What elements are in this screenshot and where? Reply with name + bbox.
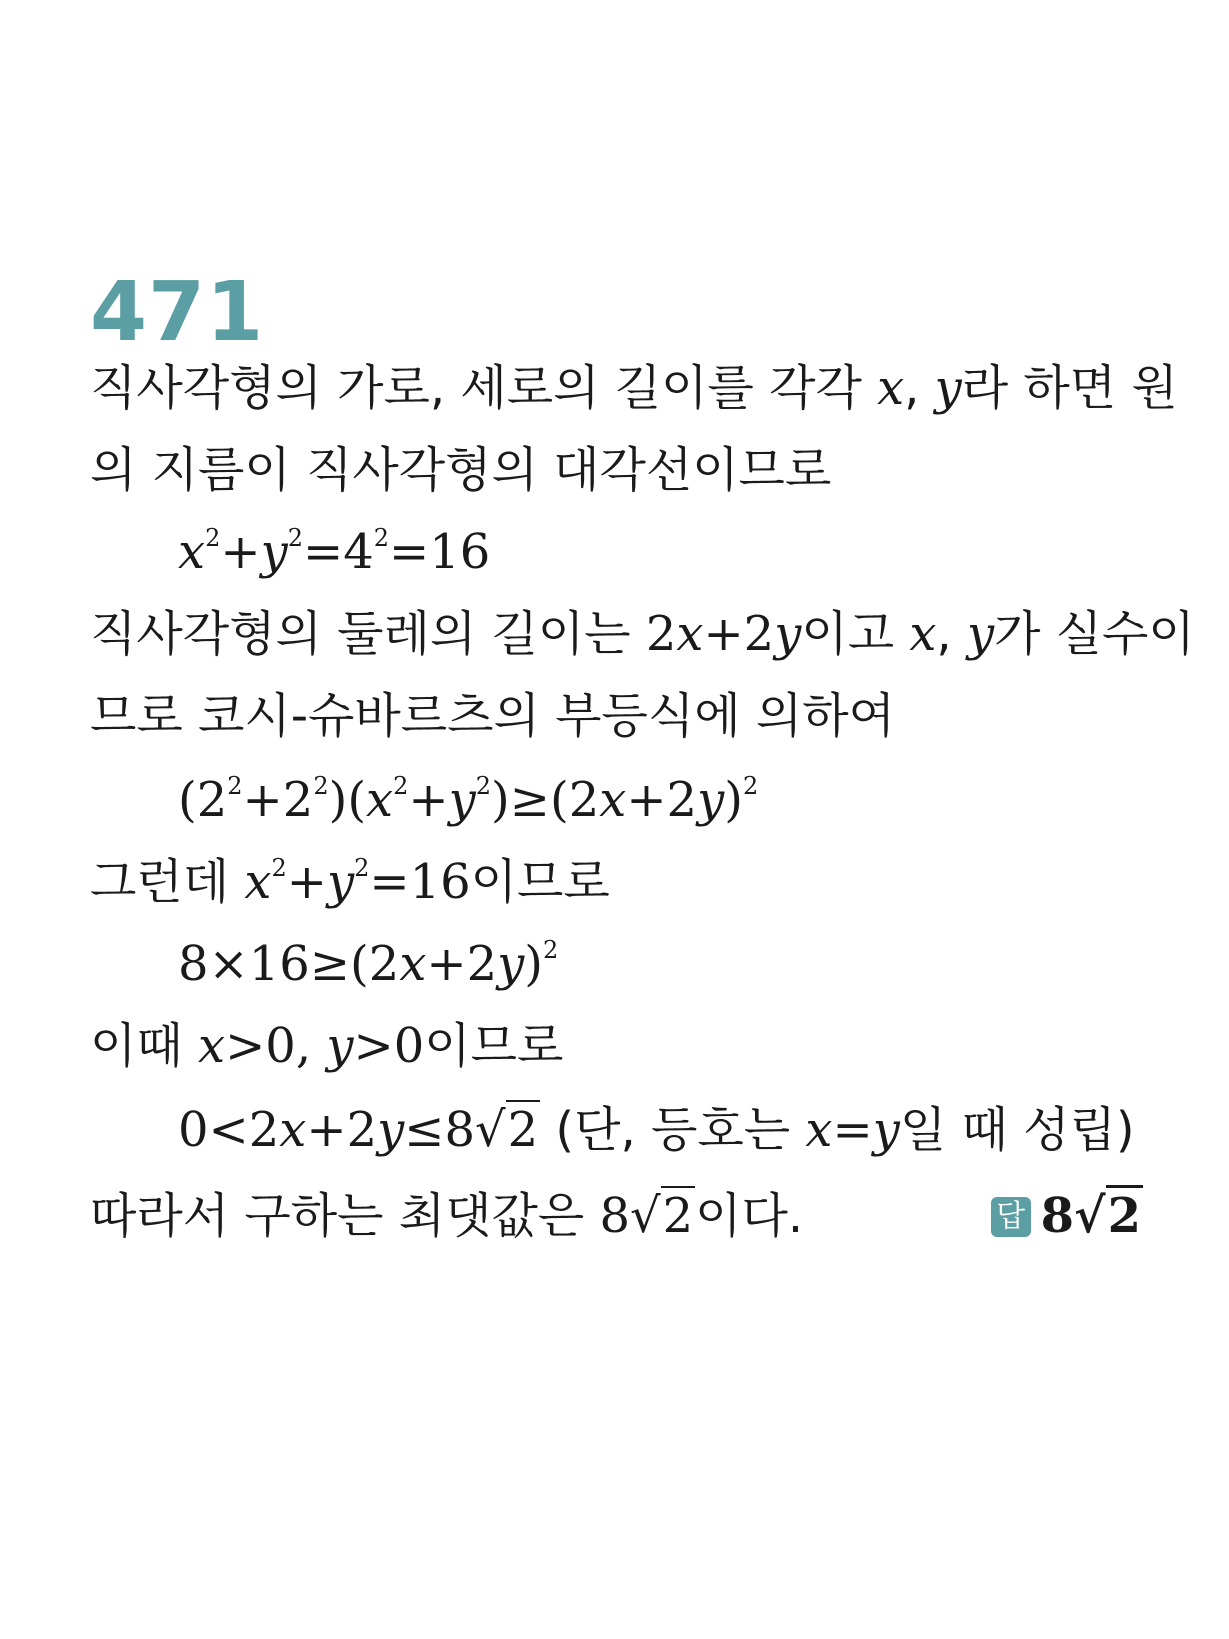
solution-line-1	[90, 358, 1178, 418]
var-y: y	[934, 360, 962, 416]
radicand: 2	[1106, 1185, 1143, 1244]
text: 그런데	[90, 854, 245, 910]
exponent: 2	[271, 854, 287, 882]
exponent: 2	[373, 524, 390, 552]
expression: )(	[328, 772, 367, 828]
var-y: y	[774, 606, 802, 662]
expression: 0<2	[178, 1102, 280, 1158]
text: 이다.	[695, 1188, 804, 1244]
solution-line-5	[90, 686, 895, 746]
text: 므로 코시-슈바르츠의 부등식에 의하여	[90, 688, 895, 744]
var-x: x	[877, 360, 905, 416]
expression: =16	[389, 524, 491, 580]
var-x: x	[178, 524, 206, 580]
text: 라 하면 원	[961, 360, 1178, 416]
operator: +	[408, 772, 449, 828]
operator: =	[832, 1102, 873, 1158]
operator: +	[220, 524, 261, 580]
expression: +2	[626, 772, 698, 828]
text: 직사각형의 둘레의 길이는	[90, 606, 646, 662]
var-y: y	[872, 1102, 900, 1158]
condition-text: (단, 등호는	[540, 1102, 806, 1158]
var-x: x	[676, 606, 704, 662]
answer-badge: 답	[991, 1197, 1031, 1237]
var-x: x	[599, 772, 627, 828]
condition-text: 일 때 성립)	[899, 1102, 1135, 1158]
solution-line-4	[90, 604, 1195, 664]
exponent: 2	[287, 524, 303, 552]
var-y: y	[448, 772, 476, 828]
text: 의 지름이 직사각형의 대각선이므로	[90, 442, 832, 498]
square-root	[599, 1186, 695, 1246]
expression: +2	[242, 772, 314, 828]
square-root	[475, 1100, 540, 1160]
exponent: 2	[354, 854, 370, 882]
var-x: x	[399, 936, 427, 992]
expression: =4	[302, 524, 374, 580]
expression: >0	[353, 1018, 425, 1074]
equation-range	[178, 1100, 1135, 1160]
expression: >0,	[225, 1018, 327, 1074]
text: 따라서 구하는 최댓값은	[90, 1188, 600, 1244]
expression: +2	[703, 606, 775, 662]
var-y: y	[966, 606, 995, 662]
coefficient: 8	[599, 1188, 631, 1244]
expression: )≥(2	[491, 772, 600, 828]
expression: )	[724, 772, 743, 828]
expression: =16	[369, 854, 471, 910]
answer	[991, 1186, 1143, 1246]
radical-sign: √	[630, 1188, 661, 1244]
text: ,	[936, 606, 967, 662]
var-y: y	[377, 1102, 405, 1158]
equation-circle	[178, 522, 490, 582]
var-y: y	[497, 936, 525, 992]
problem-number: 471	[90, 265, 265, 360]
expression: ≤8	[404, 1102, 476, 1158]
exponent: 2	[742, 772, 759, 800]
radicand: 2	[507, 1102, 539, 1158]
expression: +2	[306, 1102, 378, 1158]
var-x: x	[198, 1018, 226, 1074]
var-y: y	[260, 524, 288, 580]
radicand: 2	[662, 1188, 694, 1244]
text: 가 실수이	[994, 606, 1195, 662]
exponent: 2	[313, 772, 329, 800]
radical-sign: √	[1074, 1188, 1106, 1244]
solution-line-2	[90, 440, 831, 500]
answer-value	[1041, 1186, 1143, 1246]
text: ,	[904, 360, 935, 416]
text: 이고	[801, 606, 910, 662]
equation-cauchy-schwarz	[178, 770, 758, 830]
var-x: x	[244, 854, 272, 910]
solution-line-9	[90, 1016, 563, 1076]
equation-inequality	[178, 934, 558, 994]
expression: (2	[178, 772, 228, 828]
expression: )	[524, 936, 544, 992]
solution-line-7	[90, 852, 610, 912]
var-y: y	[697, 772, 725, 828]
text: 이때	[90, 1018, 198, 1074]
number: 2	[645, 606, 677, 662]
text: 직사각형의 가로, 세로의 길이를 각각	[90, 360, 878, 416]
text: 이므로	[470, 854, 610, 910]
exponent: 2	[227, 772, 243, 800]
text: 이므로	[424, 1018, 564, 1074]
expression: 8×16≥(2	[178, 936, 400, 992]
radical-sign: √	[475, 1102, 506, 1158]
var-x: x	[279, 1102, 307, 1158]
coefficient: 8	[1040, 1188, 1075, 1244]
var-y: y	[326, 1018, 354, 1074]
expression: +2	[426, 936, 498, 992]
var-x: x	[909, 606, 937, 662]
solution-line-11	[90, 1186, 803, 1246]
var-y: y	[326, 854, 355, 910]
exponent: 2	[205, 524, 221, 552]
exponent: 2	[393, 772, 409, 800]
operator: +	[286, 854, 327, 910]
var-x: x	[805, 1102, 833, 1158]
exponent: 2	[543, 936, 559, 964]
exponent: 2	[475, 772, 492, 800]
var-x: x	[366, 772, 394, 828]
